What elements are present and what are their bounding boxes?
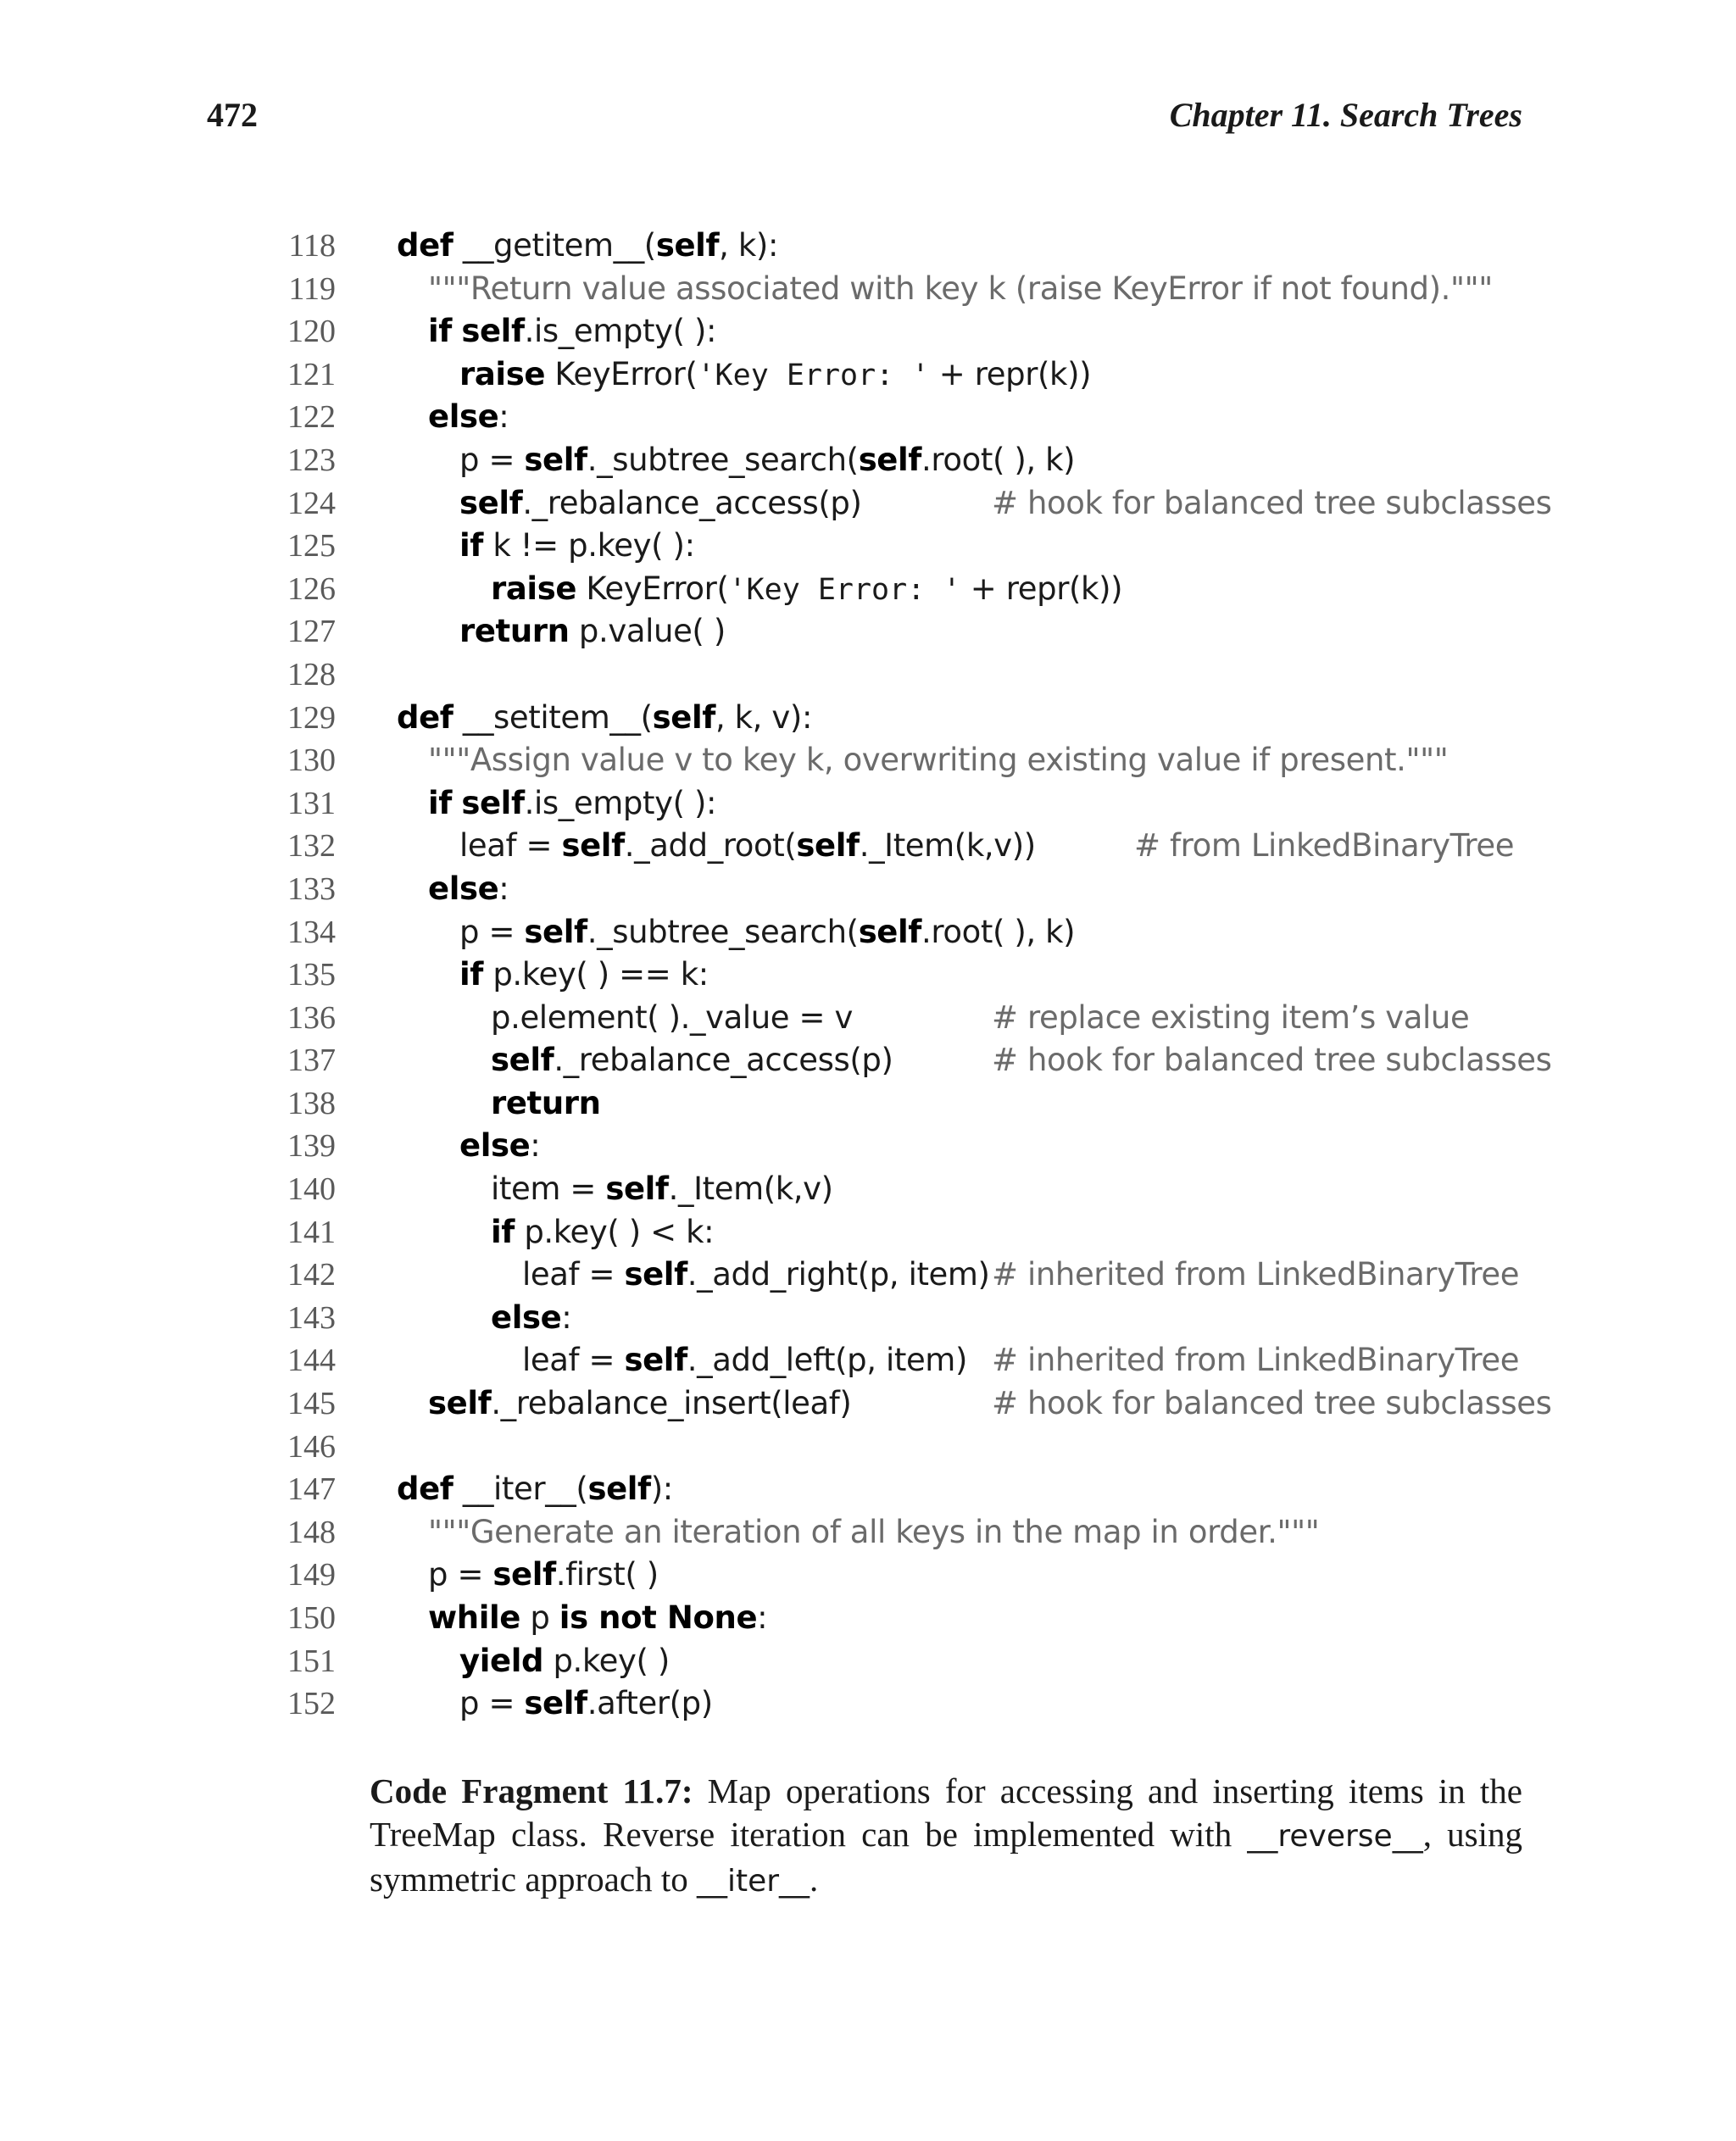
chapter-title: Chapter 11. Search Trees xyxy=(1169,96,1522,134)
code-token: p = xyxy=(459,913,525,950)
line-code xyxy=(459,482,862,526)
line-number: 120 xyxy=(287,314,336,350)
code-token: , k): xyxy=(719,227,779,264)
code-token: .root( ), k) xyxy=(921,913,1076,950)
code-comment: # hook for balanced tree subclasses xyxy=(992,1385,1552,1422)
keyword: self xyxy=(491,1042,554,1079)
code-token: ._rebalance_access(p) xyxy=(522,484,862,521)
line-code xyxy=(491,1082,601,1126)
line-number: 128 xyxy=(287,656,336,692)
keyword: self xyxy=(624,1342,687,1379)
code-token: leaf = xyxy=(459,827,562,865)
code-comment: # replace existing item’s value xyxy=(992,998,1470,1036)
code-line xyxy=(271,1382,1552,1426)
code-line xyxy=(271,1597,1526,1640)
line-code xyxy=(428,1554,659,1597)
caption-text: Map operations for accessing and inserting items in the TreeMap class. Reverse iteration can be implemented with xyxy=(370,1771,1522,1854)
keyword: self xyxy=(605,1171,669,1208)
line-code xyxy=(459,1640,670,1683)
code-line xyxy=(271,825,1526,868)
code-line xyxy=(271,525,1526,568)
code-token: p.key( ) xyxy=(543,1642,670,1679)
line-code xyxy=(428,268,1493,311)
line-code xyxy=(459,911,1075,954)
line-code xyxy=(459,525,695,568)
code-token: ._add_left(p, item) xyxy=(687,1342,967,1379)
code-line xyxy=(271,1297,1526,1340)
line-code xyxy=(459,353,1091,398)
code-line xyxy=(271,1168,1526,1211)
keyword: return xyxy=(459,613,570,650)
line-number: 130 xyxy=(287,742,336,779)
keyword: self xyxy=(561,827,625,865)
keyword: self xyxy=(652,698,715,736)
line-number: 122 xyxy=(287,399,336,436)
code-token: p = xyxy=(428,1556,493,1593)
code-token xyxy=(452,313,461,349)
code-comment: # hook for balanced tree subclasses xyxy=(992,1042,1552,1079)
caption-text: . xyxy=(810,1860,819,1899)
code-token: __getitem__( xyxy=(453,227,656,264)
line-code xyxy=(428,1511,1319,1554)
keyword: self xyxy=(587,1471,651,1508)
code-token: , k, v): xyxy=(715,698,813,736)
code-token: + repr(k)) xyxy=(929,355,1092,392)
line-number: 119 xyxy=(288,270,336,307)
keyword: self xyxy=(524,441,587,478)
code-line xyxy=(271,439,1526,482)
code-line xyxy=(271,1640,1526,1683)
keyword: else xyxy=(428,398,499,436)
keyword: self xyxy=(492,1556,556,1593)
code-token: p.key( ) == k: xyxy=(482,956,709,993)
docstring: """Return value associated with key k (raise KeyError if not found).""" xyxy=(428,270,1493,307)
line-code xyxy=(522,1339,967,1382)
line-code xyxy=(491,568,1122,612)
code-token: : xyxy=(530,1127,541,1165)
line-number: 138 xyxy=(287,1085,336,1121)
line-code xyxy=(397,697,812,740)
line-number: 136 xyxy=(287,999,336,1036)
code-token: item = xyxy=(491,1171,606,1208)
code-token: .is_empty( ): xyxy=(524,784,717,821)
line-number: 151 xyxy=(287,1643,336,1679)
code-token: KeyError( xyxy=(576,570,729,607)
line-code xyxy=(428,396,509,439)
code-token: p.element( )._value = v xyxy=(491,998,853,1036)
code-line xyxy=(271,1468,1526,1511)
line-number: 149 xyxy=(287,1557,336,1593)
line-number: 127 xyxy=(287,614,336,650)
code-line xyxy=(271,1682,1526,1726)
code-token: p xyxy=(520,1599,559,1636)
code-comment: # inherited from LinkedBinaryTree xyxy=(992,1256,1520,1293)
code-line xyxy=(271,954,1526,997)
keyword: self xyxy=(524,1685,587,1722)
line-number: 142 xyxy=(287,1257,336,1293)
code-token: .root( ), k) xyxy=(921,441,1076,478)
line-number: 141 xyxy=(287,1214,336,1250)
line-code xyxy=(522,1254,990,1297)
code-token: ._subtree_search( xyxy=(587,441,859,478)
code-listing xyxy=(271,225,1552,1726)
line-number: 118 xyxy=(288,228,336,264)
line-code xyxy=(459,439,1075,482)
line-number: 148 xyxy=(287,1514,336,1550)
code-token: .is_empty( ): xyxy=(524,313,717,350)
code-comment: # hook for balanced tree subclasses xyxy=(992,484,1552,521)
keyword: if xyxy=(459,956,483,993)
code-token: __iter__( xyxy=(453,1471,588,1508)
code-fragment-caption xyxy=(370,1770,1522,1903)
code-token: p.value( ) xyxy=(569,613,726,650)
line-code xyxy=(459,1682,713,1726)
keyword: yield xyxy=(459,1642,544,1679)
code-line xyxy=(271,268,1526,311)
keyword: if xyxy=(428,313,452,350)
code-line xyxy=(271,353,1526,397)
code-token xyxy=(452,785,461,821)
code-token: __setitem__( xyxy=(453,698,653,736)
keyword: self xyxy=(524,913,587,950)
code-token: ._add_root( xyxy=(624,827,797,865)
docstring: """Assign value v to key k, overwriting existing value if present.""" xyxy=(428,742,1449,779)
code-token: ): xyxy=(650,1471,673,1508)
line-number: 133 xyxy=(287,870,336,907)
line-number: 123 xyxy=(287,442,336,478)
code-line xyxy=(271,739,1526,782)
line-number: 137 xyxy=(287,1043,336,1079)
keyword: def xyxy=(397,227,453,264)
code-line xyxy=(271,396,1526,439)
caption-code-iter: __iter__ xyxy=(696,1864,810,1899)
line-number: 126 xyxy=(287,570,336,607)
keyword: self xyxy=(428,1385,492,1422)
keyword: else xyxy=(491,1299,562,1336)
line-number: 150 xyxy=(287,1600,336,1636)
code-line xyxy=(271,1125,1526,1168)
code-token: p = xyxy=(459,441,525,478)
keyword: def xyxy=(397,1471,453,1508)
code-token: ._rebalance_access(p) xyxy=(554,1042,893,1079)
code-line xyxy=(271,1254,1526,1297)
keyword: else xyxy=(428,870,499,907)
page-number: 472 xyxy=(207,96,258,134)
line-number: 124 xyxy=(287,485,336,521)
code-token: .first( ) xyxy=(555,1556,659,1593)
code-token: ._subtree_search( xyxy=(587,913,859,950)
keyword: self xyxy=(461,313,525,350)
line-code xyxy=(459,825,1036,868)
keyword: while xyxy=(428,1599,520,1636)
code-line xyxy=(271,911,1526,954)
code-line xyxy=(271,568,1526,611)
keyword: self xyxy=(655,227,720,264)
code-comment: # from LinkedBinaryTree xyxy=(1134,827,1515,865)
keyword: return xyxy=(491,1084,601,1121)
line-code xyxy=(428,1597,767,1640)
code-line xyxy=(271,310,1526,353)
code-comment: # inherited from LinkedBinaryTree xyxy=(992,1342,1520,1379)
line-code xyxy=(428,310,716,353)
line-number: 146 xyxy=(287,1428,336,1465)
code-line xyxy=(271,1211,1526,1254)
code-line xyxy=(271,782,1526,826)
line-code xyxy=(428,739,1448,782)
code-token: ._rebalance_insert(leaf) xyxy=(491,1385,852,1422)
caption-label: Code Fragment 11.7: xyxy=(370,1771,693,1810)
code-token: + repr(k)) xyxy=(960,570,1123,607)
keyword: is not None xyxy=(559,1599,758,1636)
keyword: self xyxy=(624,1256,687,1293)
code-line xyxy=(271,610,1526,653)
keyword: self xyxy=(858,441,921,478)
line-code xyxy=(428,868,509,911)
code-token: leaf = xyxy=(522,1256,625,1293)
line-number: 147 xyxy=(287,1471,336,1508)
keyword: else xyxy=(459,1127,531,1165)
keyword: def xyxy=(397,698,453,736)
line-number: 139 xyxy=(287,1128,336,1165)
string-literal: 'Key Error: ' xyxy=(728,572,961,607)
code-token: : xyxy=(757,1599,768,1636)
caption-text: , using symmetric approach to xyxy=(370,1815,1522,1899)
keyword: if xyxy=(459,527,483,564)
line-code xyxy=(491,1039,893,1082)
keyword: if xyxy=(428,784,452,821)
keyword: self xyxy=(796,827,860,865)
line-code xyxy=(459,1125,540,1168)
code-line xyxy=(271,225,1526,268)
keyword: self xyxy=(461,784,525,821)
code-token: : xyxy=(561,1299,572,1336)
line-number: 132 xyxy=(287,828,336,865)
line-number: 134 xyxy=(287,914,336,950)
code-token: ._Item(k,v)) xyxy=(859,827,1036,865)
code-token: k != p.key( ): xyxy=(482,527,695,564)
line-code xyxy=(397,225,778,268)
line-code xyxy=(397,1468,673,1511)
line-code xyxy=(491,1168,833,1211)
line-number: 152 xyxy=(287,1686,336,1722)
code-token: .after(p) xyxy=(587,1685,713,1722)
code-line xyxy=(271,697,1526,740)
page-header xyxy=(207,95,1522,146)
line-code xyxy=(491,1297,571,1340)
line-number: 144 xyxy=(287,1343,336,1379)
line-code xyxy=(491,997,853,1040)
keyword: self xyxy=(459,484,523,521)
string-literal: 'Key Error: ' xyxy=(697,358,930,392)
line-code xyxy=(491,1211,714,1254)
code-line xyxy=(271,653,1526,697)
code-token: ._Item(k,v) xyxy=(668,1171,833,1208)
code-line xyxy=(271,1426,1526,1469)
code-line xyxy=(271,1039,1552,1082)
code-line xyxy=(271,1554,1526,1597)
code-line xyxy=(271,482,1552,526)
line-number: 140 xyxy=(287,1171,336,1208)
keyword: if xyxy=(491,1213,515,1250)
code-token: leaf = xyxy=(522,1342,625,1379)
code-line xyxy=(271,997,1526,1040)
line-code xyxy=(459,954,709,997)
line-number: 121 xyxy=(287,356,336,392)
line-number: 145 xyxy=(287,1386,336,1422)
line-code xyxy=(428,782,716,826)
caption-code-reverse: __reverse__ xyxy=(1247,1819,1423,1854)
docstring: """Generate an iteration of all keys in the map in order.""" xyxy=(428,1513,1320,1550)
code-line xyxy=(271,1511,1526,1554)
line-code xyxy=(428,1382,851,1426)
line-number: 143 xyxy=(287,1299,336,1336)
code-token: ._add_right(p, item) xyxy=(687,1256,990,1293)
code-token: : xyxy=(498,398,509,436)
line-code xyxy=(459,610,726,653)
keyword: raise xyxy=(459,355,546,392)
code-token: KeyError( xyxy=(545,355,698,392)
code-line xyxy=(271,1339,1526,1382)
line-number: 129 xyxy=(287,699,336,736)
code-line xyxy=(271,868,1526,911)
code-token: : xyxy=(498,870,509,907)
keyword: raise xyxy=(491,570,577,607)
code-line xyxy=(271,1082,1526,1126)
code-token: p.key( ) < k: xyxy=(514,1213,715,1250)
line-number: 135 xyxy=(287,957,336,993)
code-token: p = xyxy=(459,1685,525,1722)
keyword: self xyxy=(858,913,921,950)
line-number: 131 xyxy=(287,785,336,821)
line-number: 125 xyxy=(287,528,336,564)
